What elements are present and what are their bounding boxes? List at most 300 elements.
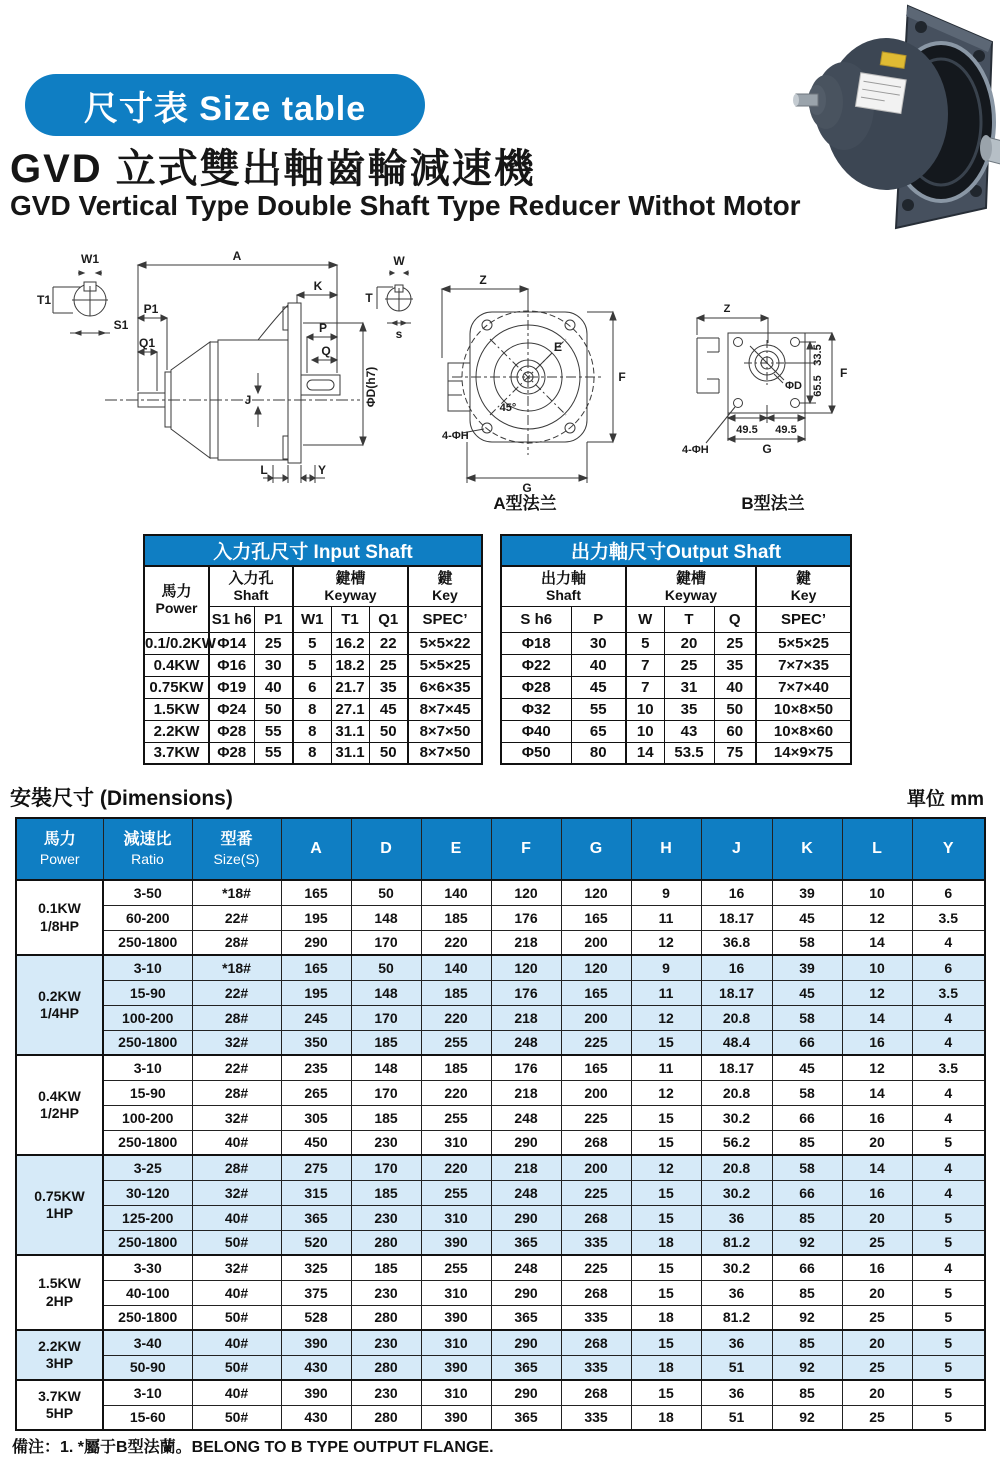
value-cell: 290 [491,1330,561,1355]
value-cell: 92 [772,1230,842,1255]
value-cell: 25 [842,1355,912,1380]
table-header-row [16,818,985,880]
column-header-power-en: Power [39,851,80,868]
value-cell: 85 [772,1130,842,1155]
power-cell [16,1330,103,1380]
value-cell: 185 [421,1055,491,1080]
table-cell: 14×9×75 [756,742,851,764]
column-header: SPEC’ [756,606,851,632]
value-cell: 235 [281,1055,351,1080]
size-cell: 28# [192,1155,281,1180]
value-cell: 225 [561,1105,631,1130]
dim-label-dim-top: 33.5 [812,344,824,366]
power-cell [16,1255,103,1330]
value-cell: 58 [772,930,842,955]
value-cell: 11 [631,905,701,930]
value-cell: 85 [772,1330,842,1355]
table-cell: 25 [369,654,408,676]
table-cell: Φ50 [501,742,571,764]
value-cell: 390 [281,1330,351,1355]
dim-label-dim-bottom: 65.5 [812,375,824,397]
column-header-power-zh: 馬力 [161,582,192,600]
table-cell: 10 [626,698,664,720]
value-cell: 18 [631,1305,701,1330]
ratio-cell: 60-200 [103,905,192,930]
column-header-key-en: Key [432,586,458,603]
ratio-cell: 15-60 [103,1405,192,1430]
dim-label-g: G [522,481,532,495]
table-cell: 40 [254,676,293,698]
value-cell: 58 [772,1080,842,1105]
table-cell: 65 [571,720,626,742]
value-cell: 10 [842,880,912,905]
ratio-cell: 250-1800 [103,1305,192,1330]
size-cell: 32# [192,1255,281,1280]
value-cell: 81.2 [701,1230,772,1255]
dim-label-a: A [232,249,242,263]
value-cell: 225 [561,1255,631,1280]
value-cell: 51 [701,1405,772,1430]
value-cell: 185 [421,905,491,930]
column-header: K [772,818,842,880]
value-cell: 15 [631,1380,701,1405]
value-cell: 11 [631,980,701,1005]
size-table-badge: 尺寸表 Size table [25,74,425,136]
footnote: 備注：1. *屬于B型法蘭。BELONG TO B TYPE OUTPUT FLANGE. [12,1439,494,1456]
table-cell: Φ19 [209,676,254,698]
value-cell: 255 [421,1105,491,1130]
table-cell: 21.7 [331,676,369,698]
value-cell: 15 [631,1330,701,1355]
value-cell: 365 [281,1205,351,1230]
value-cell: 4 [912,1080,985,1105]
size-cell: 50# [192,1355,281,1380]
dim-label-dim-left: 49.5 [736,424,758,436]
value-cell: 218 [491,1155,561,1180]
column-header: T1 [331,606,369,632]
dim-label-holes: 4-ΦH [442,430,469,442]
table-cell: 55 [254,720,293,742]
column-header-shaft [501,566,626,606]
size-cell: 40# [192,1280,281,1305]
value-cell: 30.2 [701,1180,772,1205]
value-cell: 39 [772,955,842,980]
table-cell: Φ28 [209,720,254,742]
value-cell: 268 [561,1130,631,1155]
table-cell: 7 [626,654,664,676]
value-cell: 20 [842,1205,912,1230]
value-cell: 140 [421,955,491,980]
value-cell: 12 [631,1080,701,1105]
value-cell: 50 [351,955,421,980]
table-cell: 8×7×50 [408,720,482,742]
dim-label-g: G [762,442,772,456]
dim-label-f: F [840,366,848,380]
value-cell: 290 [281,930,351,955]
value-cell: 14 [842,1155,912,1180]
ratio-cell: 250-1800 [103,1230,192,1255]
table-row [16,1030,985,1055]
value-cell: 15 [631,1130,701,1155]
value-cell: 290 [491,1205,561,1230]
value-cell: 18.17 [701,905,772,930]
size-cell: 32# [192,1105,281,1130]
table-cell: 20 [664,632,714,654]
flange-a-diagram [440,243,640,513]
dim-label-d: ΦD [785,380,802,392]
table-cell: Φ28 [501,676,571,698]
value-cell: 255 [421,1180,491,1205]
value-cell: 12 [631,930,701,955]
value-cell: 290 [491,1280,561,1305]
value-cell: 185 [351,1030,421,1055]
size-cell: *18# [192,955,281,980]
column-header-size-zh: 型番 [220,830,253,848]
table-row [144,654,482,676]
column-header-size-en: Size(S) [213,851,260,868]
table-cell: 5 [293,632,331,654]
value-cell: 5 [912,1130,985,1155]
value-cell: 310 [421,1205,491,1230]
table-row [16,1205,985,1230]
table-cell: Φ18 [501,632,571,654]
value-cell: 450 [281,1130,351,1155]
value-cell: 20.8 [701,1080,772,1105]
value-cell: 9 [631,955,701,980]
value-cell: 185 [351,1105,421,1130]
table-row [16,1005,985,1030]
table-cell: 31.1 [331,720,369,742]
column-header: Y [912,818,985,880]
value-cell: 365 [491,1405,561,1430]
table-row [16,880,985,905]
power-cell [16,1155,103,1255]
table-row [501,742,851,764]
table-cell: 7×7×35 [756,654,851,676]
table-cell: 0.1/0.2KW [144,632,209,654]
value-cell: 15 [631,1105,701,1130]
value-cell: 16 [701,880,772,905]
value-cell: 45 [772,1055,842,1080]
value-cell: 6 [912,955,985,980]
column-header-power-en: Power [155,599,198,616]
table-cell: 25 [714,632,756,654]
table-row [144,720,482,742]
table-row [16,1280,985,1305]
value-cell: 12 [631,1005,701,1030]
table-row [16,905,985,930]
size-cell: 40# [192,1330,281,1355]
power-cell [16,880,103,955]
value-cell: 45 [772,980,842,1005]
value-cell: 30.2 [701,1255,772,1280]
table-cell: 50 [714,698,756,720]
size-cell: 50# [192,1230,281,1255]
table-cell: 22 [369,632,408,654]
value-cell: 20.8 [701,1005,772,1030]
table-subheader-row [501,606,851,632]
value-cell: 66 [772,1255,842,1280]
ratio-cell: 250-1800 [103,1030,192,1055]
table-cell: 50 [369,742,408,764]
column-header-ratio [103,818,192,880]
value-cell: 275 [281,1155,351,1180]
value-cell: 4 [912,1255,985,1280]
table-cell: 7×7×40 [756,676,851,698]
input-shaft-table-title: 入力孔尺寸 Input Shaft [144,535,482,566]
column-header: D [351,818,421,880]
value-cell: 390 [281,1380,351,1405]
value-cell: 220 [421,1005,491,1030]
table-cell: 35 [369,676,408,698]
side-view-diagram [15,243,460,513]
power-kw: 2.2KW [38,1337,81,1354]
ratio-cell: 50-90 [103,1355,192,1380]
value-cell: 245 [281,1005,351,1030]
input-shaft-table [143,534,483,765]
value-cell: 20.8 [701,1155,772,1180]
value-cell: 14 [842,1005,912,1030]
ratio-cell: 3-40 [103,1330,192,1355]
value-cell: 5 [912,1355,985,1380]
table-cell: Φ28 [209,742,254,764]
value-cell: 66 [772,1105,842,1130]
value-cell: 66 [772,1180,842,1205]
dim-label-z: Z [479,273,487,287]
value-cell: 66 [772,1030,842,1055]
value-cell: 170 [351,930,421,955]
column-header: W [626,606,664,632]
value-cell: 350 [281,1030,351,1055]
table-row [501,676,851,698]
output-shaft-table-title: 出力軸尺寸Output Shaft [501,535,851,566]
value-cell: 3.5 [912,1055,985,1080]
value-cell: 365 [491,1230,561,1255]
value-cell: 18 [631,1405,701,1430]
power-kw: 0.4KW [38,1087,81,1104]
table-cell: Φ14 [209,632,254,654]
table-cell: 31.1 [331,742,369,764]
value-cell: 170 [351,1080,421,1105]
value-cell: 335 [561,1305,631,1330]
value-cell: 268 [561,1205,631,1230]
table-row [16,1180,985,1205]
value-cell: 92 [772,1305,842,1330]
value-cell: 280 [351,1405,421,1430]
table-cell: 10×8×60 [756,720,851,742]
dim-label-q1: Q1 [138,336,156,350]
value-cell: 56.2 [701,1130,772,1155]
table-cell: 75 [714,742,756,764]
value-cell: 18.17 [701,1055,772,1080]
unit-label: 單位 mm [906,789,984,810]
power-kw: 0.1KW [38,900,81,916]
value-cell: 148 [351,980,421,1005]
dim-label-p1: P1 [143,302,159,316]
table-cell: 50 [369,720,408,742]
value-cell: 176 [491,905,561,930]
table-cell: 43 [664,720,714,742]
column-header: S1 h6 [209,606,254,632]
size-cell: 22# [192,905,281,930]
value-cell: 390 [421,1305,491,1330]
table-cell: 8 [293,720,331,742]
value-cell: 16 [842,1030,912,1055]
flange-a-caption: A型法兰 [493,494,557,513]
ratio-cell: 250-1800 [103,1130,192,1155]
table-cell: 5×5×25 [756,632,851,654]
ratio-cell: 3-10 [103,955,192,980]
value-cell: 280 [351,1230,421,1255]
value-cell: 280 [351,1305,421,1330]
table-cell: 5×5×22 [408,632,482,654]
value-cell: 5 [912,1205,985,1230]
value-cell: 15 [631,1255,701,1280]
dim-label-e: E [553,340,563,354]
value-cell: 36 [701,1280,772,1305]
value-cell: 225 [561,1030,631,1055]
ratio-cell: 100-200 [103,1105,192,1130]
dimensions-heading: 安裝尺寸 (Dimensions) [10,787,233,810]
dim-label-l: L [260,463,268,477]
value-cell: 255 [421,1030,491,1055]
value-cell: 230 [351,1130,421,1155]
output-shaft-table [500,534,852,765]
value-cell: 36.8 [701,930,772,955]
value-cell: 18 [631,1355,701,1380]
value-cell: 120 [561,880,631,905]
value-cell: 50 [351,880,421,905]
dim-label-q: Q [321,344,331,358]
table-cell: 31 [664,676,714,698]
value-cell: 48.4 [701,1030,772,1055]
value-cell: 200 [561,1080,631,1105]
value-cell: 310 [421,1280,491,1305]
power-kw: 3.7KW [38,1387,81,1404]
value-cell: 248 [491,1030,561,1055]
table-cell: 55 [254,742,293,764]
table-cell: 30 [254,654,293,676]
table-cell: 25 [664,654,714,676]
column-header-keyway-en: Keyway [324,586,377,603]
power-cell [16,1055,103,1155]
size-cell: 32# [192,1030,281,1055]
column-header-shaft [209,566,293,606]
dim-label-k: K [313,279,323,293]
value-cell: 365 [491,1355,561,1380]
power-hp: 1/8HP [40,917,79,934]
value-cell: 200 [561,930,631,955]
table-row [144,632,482,654]
column-header-ratio-zh: 減速比 [123,830,172,848]
size-cell: 32# [192,1180,281,1205]
value-cell: 58 [772,1005,842,1030]
value-cell: 248 [491,1255,561,1280]
power-hp: 2HP [45,1292,74,1309]
dim-label-z: Z [723,303,731,315]
table-cell: 14 [626,742,664,764]
value-cell: 16 [842,1105,912,1130]
value-cell: 170 [351,1155,421,1180]
value-cell: 58 [772,1155,842,1180]
value-cell: 365 [491,1305,561,1330]
value-cell: 218 [491,1005,561,1030]
value-cell: 120 [561,955,631,980]
value-cell: 520 [281,1230,351,1255]
value-cell: 290 [491,1130,561,1155]
column-header-ratio-en: Ratio [131,851,164,868]
table-cell: 80 [571,742,626,764]
value-cell: 185 [351,1180,421,1205]
value-cell: 120 [491,880,561,905]
value-cell: 15 [631,1180,701,1205]
size-cell: 28# [192,1005,281,1030]
column-header-shaft-en: Shaft [546,586,581,603]
value-cell: 12 [842,905,912,930]
column-header: A [281,818,351,880]
column-header: H [631,818,701,880]
value-cell: 4 [912,930,985,955]
ratio-cell: 15-90 [103,980,192,1005]
value-cell: 15 [631,1280,701,1305]
table-row [16,1055,985,1080]
power-hp: 1/2HP [40,1105,79,1121]
value-cell: 4 [912,1005,985,1030]
value-cell: 120 [491,955,561,980]
table-cell: 18.2 [331,654,369,676]
column-header: L [842,818,912,880]
table-cell: 7 [626,676,664,698]
table-row [16,1230,985,1255]
table-row [501,698,851,720]
table-row [16,1355,985,1380]
value-cell: 185 [421,980,491,1005]
value-cell: 220 [421,930,491,955]
size-cell: 28# [192,930,281,955]
dim-label-d: ΦD(h7) [364,366,378,408]
ratio-cell: 3-50 [103,880,192,905]
page-title-zh: GVD 立式雙出軸齒輪減速機 [10,147,536,191]
size-cell: 40# [192,1205,281,1230]
table-cell: 25 [254,632,293,654]
column-header: P1 [254,606,293,632]
ratio-cell: 15-90 [103,1080,192,1105]
technical-drawings [0,243,1000,515]
value-cell: 280 [351,1355,421,1380]
column-header-key [756,566,851,606]
flange-b-caption: B型法兰 [741,494,805,513]
value-cell: 85 [772,1280,842,1305]
value-cell: 20 [842,1280,912,1305]
table-row [16,980,985,1005]
power-hp: 3HP [45,1355,74,1371]
value-cell: 18 [631,1230,701,1255]
value-cell: 5 [912,1280,985,1305]
value-cell: 220 [421,1155,491,1180]
value-cell: 25 [842,1405,912,1430]
value-cell: 165 [281,955,351,980]
power-kw: 1.5KW [38,1275,81,1291]
table-row [16,1130,985,1155]
value-cell: 200 [561,1005,631,1030]
value-cell: 20 [842,1380,912,1405]
table-cell: 10×8×50 [756,698,851,720]
table-cell: Φ24 [209,698,254,720]
column-header: S h6 [501,606,571,632]
table-cell: 60 [714,720,756,742]
power-kw: 0.75KW [34,1187,85,1204]
table-cell: 5 [293,654,331,676]
